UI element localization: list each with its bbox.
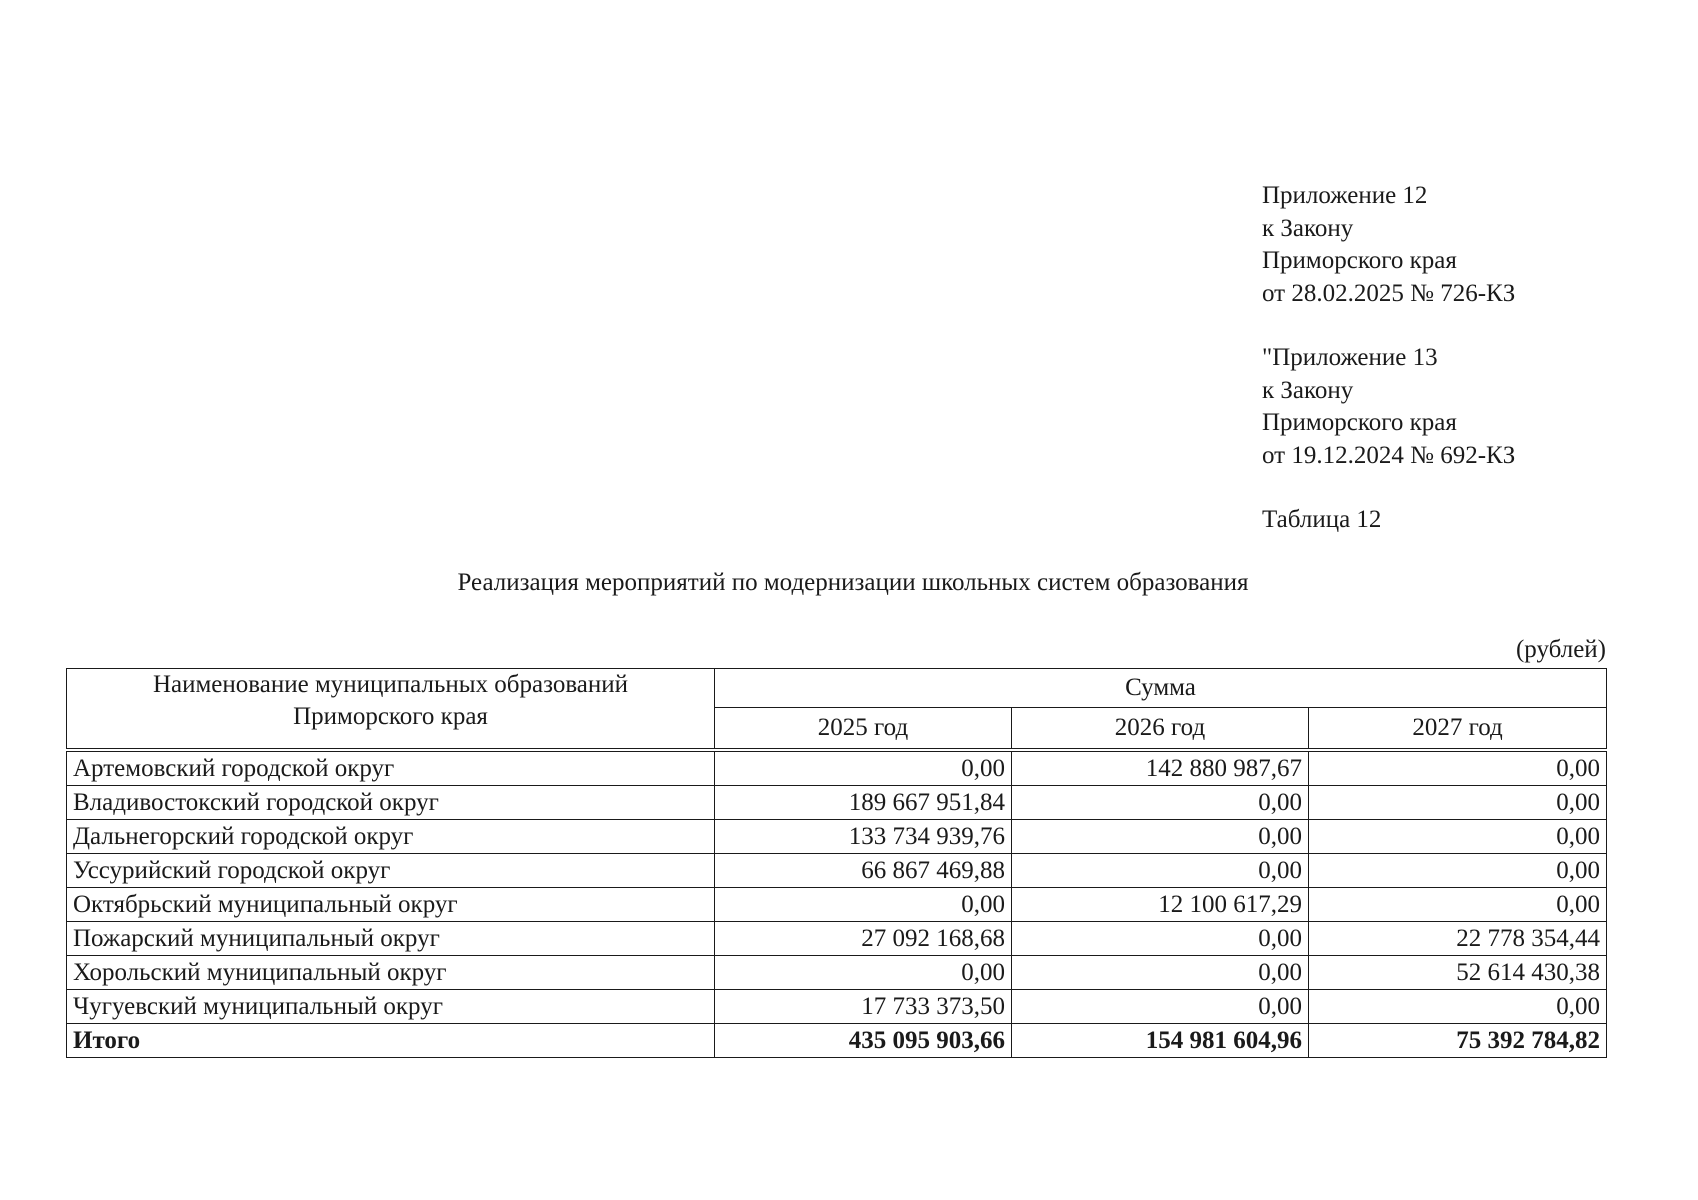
amount-2025: 17 733 373,50 bbox=[715, 990, 1012, 1024]
appendix-line: "Приложение 13 bbox=[1262, 344, 1438, 371]
table-row bbox=[67, 820, 1607, 854]
appendix-line: к Закону bbox=[1262, 376, 1354, 404]
appendix-line: Приморского края bbox=[1262, 409, 1457, 436]
amount-2025: 0,00 bbox=[715, 888, 1012, 922]
appendix-line: Приморского края bbox=[1262, 247, 1457, 274]
table-number-label: Таблица 12 bbox=[1262, 506, 1382, 533]
table-row bbox=[67, 854, 1607, 888]
table-row bbox=[67, 956, 1607, 990]
amount-2026: 0,00 bbox=[1012, 786, 1309, 820]
total-2027: 75 392 784,82 bbox=[1309, 1024, 1607, 1058]
municipality-name: Уссурийский городской округ bbox=[67, 854, 715, 888]
amount-2026: 12 100 617,29 bbox=[1012, 888, 1309, 922]
amount-2027: 0,00 bbox=[1309, 820, 1607, 854]
municipality-name: Чугуевский муниципальный округ bbox=[67, 990, 715, 1024]
appendix-amended-block bbox=[1262, 342, 1515, 472]
header-municipality bbox=[67, 669, 715, 751]
appendix-line: Приложение 12 bbox=[1262, 182, 1428, 209]
table-row bbox=[67, 922, 1607, 956]
amount-2025: 0,00 bbox=[715, 956, 1012, 990]
amount-2027: 0,00 bbox=[1309, 888, 1607, 922]
amount-2025: 189 667 951,84 bbox=[715, 786, 1012, 820]
units-label: (рублей) bbox=[1515, 636, 1606, 663]
total-2025: 435 095 903,66 bbox=[715, 1024, 1012, 1058]
amount-2026: 142 880 987,67 bbox=[1012, 750, 1309, 786]
amount-2026: 0,00 bbox=[1012, 820, 1309, 854]
appendix-current-block bbox=[1262, 180, 1515, 310]
municipality-name: Пожарский муниципальный округ bbox=[67, 922, 715, 956]
amount-2025: 0,00 bbox=[715, 750, 1012, 786]
amount-2026: 0,00 bbox=[1012, 922, 1309, 956]
document-title: Реализация мероприятий по модернизации школьных систем образования bbox=[457, 569, 1249, 596]
amount-2025: 133 734 939,76 bbox=[715, 820, 1012, 854]
funding-table bbox=[66, 668, 1607, 1058]
municipality-name: Дальнегорский городской округ bbox=[67, 820, 715, 854]
amount-2026: 0,00 bbox=[1012, 854, 1309, 888]
amount-2027: 0,00 bbox=[1309, 750, 1607, 786]
municipality-name: Владивостокский городской округ bbox=[67, 786, 715, 820]
table-row bbox=[67, 888, 1607, 922]
appendix-line: от 28.02.2025 № 726-КЗ bbox=[1262, 279, 1516, 307]
amount-2027: 0,00 bbox=[1309, 990, 1607, 1024]
amount-2025: 66 867 469,88 bbox=[715, 854, 1012, 888]
amount-2027: 0,00 bbox=[1309, 854, 1607, 888]
municipality-name: Хорольский муниципальный округ bbox=[67, 956, 715, 990]
table-row bbox=[67, 750, 1607, 786]
header-year-2027: 2027 год bbox=[1309, 708, 1607, 751]
amount-2027: 22 778 354,44 bbox=[1309, 922, 1607, 956]
amount-2026: 0,00 bbox=[1012, 956, 1309, 990]
municipality-name: Октябрьский муниципальный округ bbox=[67, 888, 715, 922]
total-row bbox=[67, 1024, 1607, 1058]
header-municipality-line1: Наименование муниципальных образований bbox=[152, 671, 629, 698]
municipality-name: Артемовский городской округ bbox=[67, 750, 715, 786]
amount-2026: 0,00 bbox=[1012, 990, 1309, 1024]
amount-2027: 0,00 bbox=[1309, 786, 1607, 820]
total-2026: 154 981 604,96 bbox=[1012, 1024, 1309, 1058]
table-row bbox=[67, 786, 1607, 820]
total-label: Итого bbox=[67, 1024, 715, 1058]
header-year-2025: 2025 год bbox=[715, 708, 1012, 751]
table-row bbox=[67, 990, 1607, 1024]
appendix-line: к Закону bbox=[1262, 214, 1354, 242]
header-municipality-line2: Приморского края bbox=[293, 703, 488, 730]
amount-2025: 27 092 168,68 bbox=[715, 922, 1012, 956]
header-sum: Сумма bbox=[715, 669, 1607, 708]
amount-2027: 52 614 430,38 bbox=[1309, 956, 1607, 990]
header-year-2026: 2026 год bbox=[1012, 708, 1309, 751]
appendix-line: от 19.12.2024 № 692-КЗ bbox=[1262, 441, 1516, 469]
